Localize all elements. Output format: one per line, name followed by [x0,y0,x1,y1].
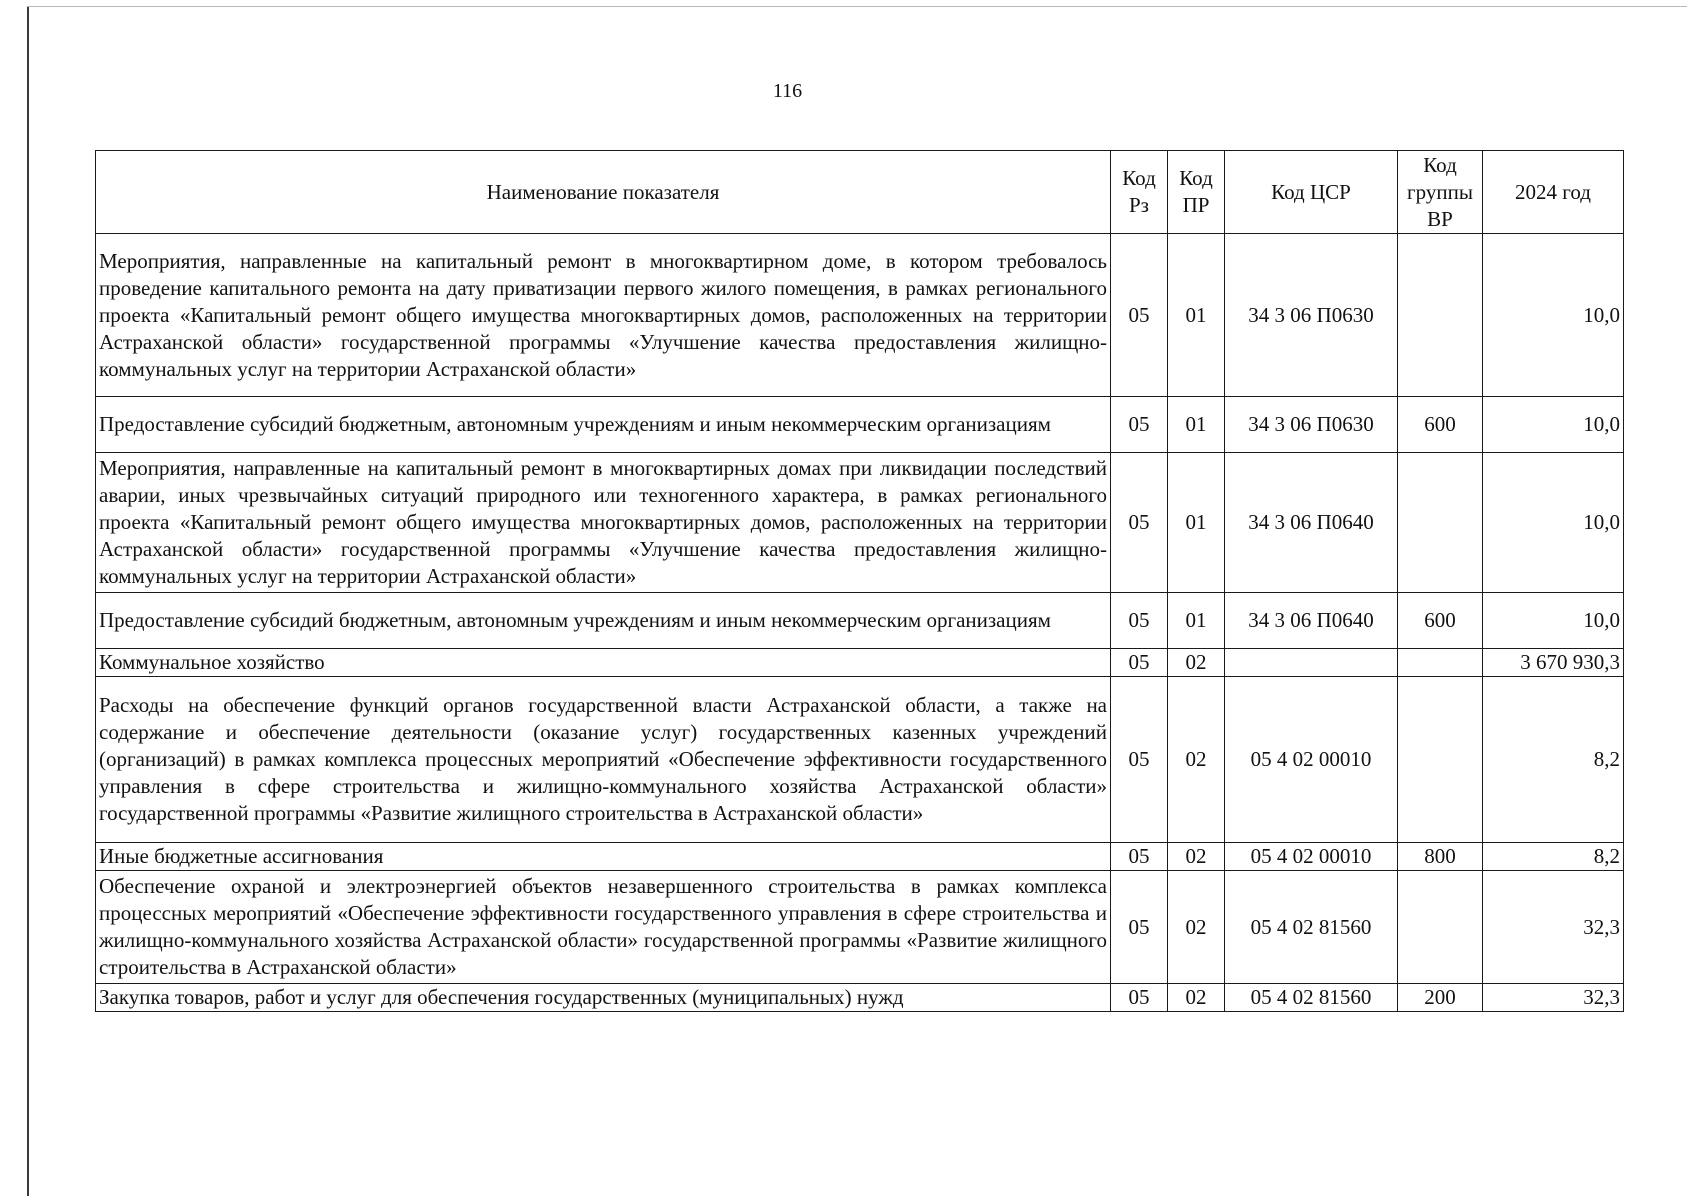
scan-left-edge [27,6,29,1196]
row-csr: 34 3 06 П0630 [1225,397,1398,453]
row-amount: 8,2 [1483,843,1624,871]
table-header [96,151,1624,234]
header-row [96,151,1624,234]
header-vr-line3: ВР [1427,206,1453,231]
row-csr: 05 4 02 00010 [1225,843,1398,871]
row-pr: 01 [1168,593,1225,649]
row-pr: 02 [1168,843,1225,871]
header-pr-line2: ПР [1182,193,1210,217]
header-vr-line1: Код [1423,152,1457,177]
row-name: Закупка товаров, работ и услуг для обеспечения государственных (муниципальных) нужд [96,984,1111,1012]
row-csr [1225,649,1398,677]
header-pr-line1: Код [1179,166,1213,190]
table-row [96,234,1624,397]
row-vr [1398,677,1483,843]
row-name: Обеспечение охраной и электроэнергией объектов незавершенного строительства в рамках комплекса процессных мероприятий «Обеспечение эффективности государственного управления в сфере строительства и жилищно-коммунального хозяйства Астраханской области» государственной программы «Развитие жилищного строительства в Астраханской области» [96,871,1111,984]
row-csr: 34 3 06 П0640 [1225,453,1398,593]
row-amount: 32,3 [1483,871,1624,984]
row-csr: 34 3 06 П0630 [1225,234,1398,397]
row-amount: 32,3 [1483,984,1624,1012]
row-rz: 05 [1111,649,1168,677]
row-rz: 05 [1111,677,1168,843]
row-amount: 10,0 [1483,453,1624,593]
table-row [96,593,1624,649]
row-vr: 600 [1398,397,1483,453]
table-row [96,984,1624,1012]
row-vr [1398,234,1483,397]
table-row [96,843,1624,871]
table-row [96,871,1624,984]
table-body [96,234,1624,1012]
row-pr: 02 [1168,649,1225,677]
row-pr: 02 [1168,984,1225,1012]
header-year: 2024 год [1483,151,1624,234]
header-pr [1168,151,1225,234]
row-name: Коммунальное хозяйство [96,649,1111,677]
header-rz-line1: Код [1122,166,1156,190]
table-row [96,649,1624,677]
row-rz: 05 [1111,397,1168,453]
row-pr: 01 [1168,397,1225,453]
row-vr [1398,871,1483,984]
row-pr: 02 [1168,871,1225,984]
row-vr: 800 [1398,843,1483,871]
row-csr: 34 3 06 П0640 [1225,593,1398,649]
header-vr-line2: группы [1407,179,1473,204]
row-pr: 02 [1168,677,1225,843]
header-csr: Код ЦСР [1225,151,1398,234]
row-amount: 3 670 930,3 [1483,649,1624,677]
table-row [96,453,1624,593]
row-name: Иные бюджетные ассигнования [96,843,1111,871]
row-vr: 600 [1398,593,1483,649]
row-amount: 8,2 [1483,677,1624,843]
row-pr: 01 [1168,453,1225,593]
scan-top-edge [27,6,1687,7]
table-row [96,677,1624,843]
row-vr [1398,453,1483,593]
row-pr: 01 [1168,234,1225,397]
header-name: Наименование показателя [96,151,1111,234]
row-rz: 05 [1111,234,1168,397]
row-name: Расходы на обеспечение функций органов государственной власти Астраханской области, а также на содержание и обеспечение деятельности (оказание услуг) государственных казенных учреждений (организаций) в рамках комплекса процессных мероприятий «Обеспечение эффективности государственного управления в сфере строительства и жилищно-коммунального хозяйства Астраханской области» государственной программы «Развитие жилищного строительства в Астраханской области» [96,677,1111,843]
row-rz: 05 [1111,593,1168,649]
row-rz: 05 [1111,984,1168,1012]
header-rz-line2: Рз [1129,193,1149,217]
row-vr: 200 [1398,984,1483,1012]
row-vr [1398,649,1483,677]
table-row [96,397,1624,453]
row-csr: 05 4 02 81560 [1225,984,1398,1012]
header-vr [1398,151,1483,234]
row-amount: 10,0 [1483,397,1624,453]
row-rz: 05 [1111,843,1168,871]
budget-table [95,150,1624,1012]
row-rz: 05 [1111,453,1168,593]
row-csr: 05 4 02 00010 [1225,677,1398,843]
row-csr: 05 4 02 81560 [1225,871,1398,984]
row-rz: 05 [1111,871,1168,984]
row-name: Мероприятия, направленные на капитальный ремонт в многоквартирном доме, в котором требовалось проведение капитального ремонта на дату приватизации первого жилого помещения, в рамках регионального проекта «Капитальный ремонт общего имущества многоквартирных домов, расположенных на территории Астраханской области» государственной программы «Улучшение качества предоставления жилищно-коммунальных услуг на территории Астраханской области» [96,234,1111,397]
page-number: 116 [772,80,803,102]
row-name: Предоставление субсидий бюджетным, автономным учреждениям и иным некоммерческим организациям [96,593,1111,649]
row-name: Предоставление субсидий бюджетным, автономным учреждениям и иным некоммерческим организациям [96,397,1111,453]
row-amount: 10,0 [1483,234,1624,397]
row-name: Мероприятия, направленные на капитальный ремонт в многоквартирных домах при ликвидации последствий аварии, иных чрезвычайных ситуаций природного или техногенного характера, в рамках регионального проекта «Капитальный ремонт общего имущества многоквартирных домов, расположенных на территории Астраханской области» государственной программы «Улучшение качества предоставления жилищно-коммунальных услуг на территории Астраханской области» [96,453,1111,593]
header-rz [1111,151,1168,234]
row-amount: 10,0 [1483,593,1624,649]
